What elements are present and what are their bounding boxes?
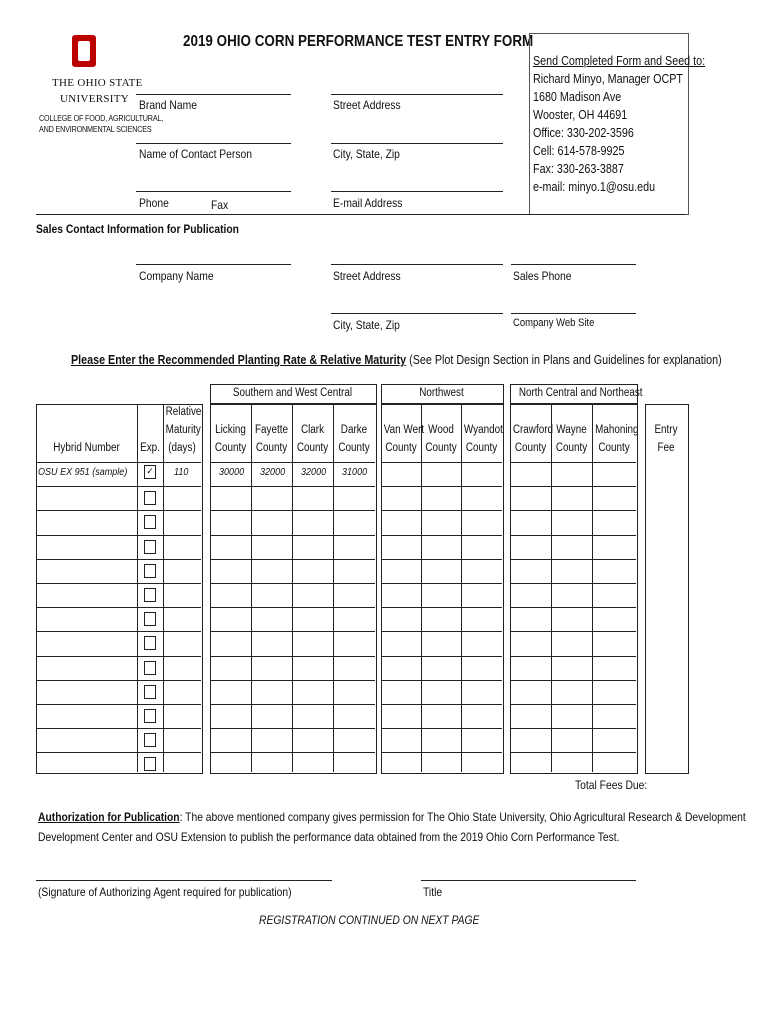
row-divider (381, 680, 502, 681)
col-rm-header: (days) (168, 442, 196, 454)
send-to-heading: Send Completed Form and Seed to: (533, 54, 706, 68)
hybrid-number-input[interactable] (37, 608, 136, 630)
signature-label: (Signature of Authorizing Agent required for publication) (38, 885, 292, 899)
header-divider (210, 462, 375, 463)
hybrid-number-input[interactable] (37, 681, 136, 703)
hybrid-number-input[interactable] (37, 511, 136, 533)
authorization-label: Authorization for Publication (38, 810, 180, 824)
send-to-line: e-mail: minyo.1@osu.edu (533, 180, 656, 194)
experimental-checkbox[interactable] (144, 612, 156, 626)
column-divider (333, 404, 334, 772)
sales-heading: Sales Contact Information for Publication (36, 222, 239, 236)
contact-person-label: Name of Contact Person (139, 147, 253, 161)
sample-rate: 30000 (219, 466, 245, 478)
row-divider (381, 510, 502, 511)
row-divider (210, 510, 375, 511)
row-divider (210, 680, 375, 681)
row-divider (210, 704, 375, 705)
column-divider (461, 404, 462, 772)
website-input[interactable] (511, 313, 636, 314)
county-header: Wayne (556, 424, 587, 436)
county-header-sub: County (465, 442, 498, 454)
block-o-logo-icon (71, 34, 97, 68)
county-header-sub: County (598, 442, 630, 454)
sales-street-label: Street Address (333, 269, 401, 283)
group-label: Northwest (419, 387, 464, 399)
county-header-sub: County (385, 442, 417, 454)
county-header: Clark (300, 424, 325, 436)
row-divider (510, 583, 636, 584)
title-input[interactable] (421, 880, 636, 881)
experimental-checkbox[interactable] (144, 733, 156, 747)
county-header-sub: County (255, 442, 288, 454)
row-divider (510, 728, 636, 729)
authorization-text-1 (38, 810, 746, 824)
county-header: Wyandot (463, 424, 503, 436)
row-divider (381, 704, 502, 705)
col-fee-header: Entry (654, 424, 678, 436)
table-block (510, 404, 638, 774)
row-divider (381, 631, 502, 632)
sales-city-input[interactable] (331, 313, 503, 314)
row-divider (381, 728, 502, 729)
header-divider (36, 462, 201, 463)
row-divider (381, 535, 502, 536)
row-divider (510, 510, 636, 511)
row-divider (510, 559, 636, 560)
instructions-bold: Please Enter the Recommended Planting Rate & Relative Maturity (71, 353, 407, 367)
row-divider (510, 535, 636, 536)
sales-phone-label: Sales Phone (513, 269, 572, 283)
signature-input[interactable] (36, 880, 332, 881)
form-title: 2019 OHIO CORN PERFORMANCE TEST ENTRY FORM (183, 33, 534, 50)
divider (36, 214, 686, 215)
phone-label: Phone (139, 196, 169, 210)
row-divider (510, 704, 636, 705)
row-divider (381, 656, 502, 657)
column-divider (551, 404, 552, 772)
row-divider (210, 607, 375, 608)
sales-city-label: City, State, Zip (333, 318, 400, 332)
county-header: Wood (428, 424, 454, 436)
website-label: Company Web Site (513, 317, 595, 329)
send-to-box (529, 33, 706, 215)
experimental-checkbox[interactable] (144, 661, 156, 675)
row-divider (210, 486, 375, 487)
email-label: E-mail Address (333, 196, 403, 210)
row-divider (510, 752, 636, 753)
email-input[interactable] (331, 191, 503, 192)
county-header: Crawford (512, 424, 553, 436)
experimental-checkbox[interactable] (144, 564, 156, 578)
row-divider (510, 486, 636, 487)
col-rm-header: Relative (165, 406, 202, 418)
column-divider (163, 404, 164, 772)
street-address-input[interactable] (331, 94, 503, 95)
row-divider (210, 656, 375, 657)
county-header-sub: County (338, 442, 370, 454)
row-divider (381, 583, 502, 584)
table-block (381, 404, 504, 774)
authorization-body: : The above mentioned company gives permission for The Ohio State University, Ohio Agricultural Research & Development (179, 810, 746, 824)
col-rm-header: Maturity (165, 424, 201, 436)
county-header-sub: County (555, 442, 588, 454)
hybrid-number-input[interactable] (37, 657, 136, 679)
col-exp-header: Exp. (140, 442, 160, 454)
company-name-label: Company Name (139, 269, 214, 283)
column-divider (592, 404, 593, 772)
row-divider (381, 559, 502, 560)
city-state-zip-label: City, State, Zip (333, 147, 400, 161)
row-divider (381, 486, 502, 487)
street-address-label: Street Address (333, 98, 401, 112)
title-label: Title (423, 885, 443, 899)
county-header-sub: County (425, 442, 457, 454)
experimental-checkbox[interactable] (144, 491, 156, 505)
sample-rm: 110 (174, 466, 189, 478)
company-name-input[interactable] (136, 264, 291, 265)
experimental-checkbox[interactable] (144, 685, 156, 699)
county-header-sub: County (214, 442, 247, 454)
experimental-checkbox[interactable] (144, 588, 156, 602)
row-divider (510, 607, 636, 608)
county-header: Fayette (254, 424, 288, 436)
send-to-line: Cell: 614-578-9925 (533, 144, 625, 158)
row-divider (381, 752, 502, 753)
authorization-text-2: Development Center and OSU Extension to publish the performance data obtained from the 2019 Ohio Corn Performance Test. (38, 830, 620, 844)
footer-note: REGISTRATION CONTINUED ON NEXT PAGE (259, 913, 480, 927)
city-state-zip-input[interactable] (331, 143, 503, 144)
row-divider (210, 535, 375, 536)
college-line1: COLLEGE OF FOOD, AGRICULTURAL, (39, 114, 164, 123)
county-header-sub: County (296, 442, 329, 454)
sample-rate: 32000 (301, 466, 327, 478)
col-hybrid-header: Hybrid Number (53, 442, 120, 454)
row-divider (210, 583, 375, 584)
row-divider (210, 631, 375, 632)
county-header: Van Wert (383, 424, 425, 436)
sample-hybrid: OSU EX 951 (sample) (38, 466, 128, 478)
table-block (210, 404, 377, 774)
phone-fax-input[interactable] (136, 191, 291, 192)
column-divider (292, 404, 293, 772)
row-divider (510, 656, 636, 657)
hybrid-number-input[interactable] (37, 536, 136, 558)
send-to-line: Fax: 330-263-3887 (533, 162, 624, 176)
group-label: North Central and Northeast (518, 387, 643, 399)
brand-name-label: Brand Name (139, 98, 197, 112)
total-fees-label: Total Fees Due: (575, 778, 648, 792)
county-header-sub: County (514, 442, 547, 454)
sample-exp-checkbox: ✓ (144, 465, 156, 479)
hybrid-number-input[interactable] (37, 487, 136, 509)
hybrid-number-input[interactable] (37, 584, 136, 606)
row-divider (510, 680, 636, 681)
university-name-line1: THE OHIO STATE (52, 77, 143, 89)
instructions (71, 353, 722, 367)
hybrid-number-input[interactable] (37, 753, 136, 775)
brand-name-input[interactable] (136, 94, 291, 95)
send-to-line: Office: 330-202-3596 (533, 126, 634, 140)
sample-rate: 31000 (342, 466, 368, 478)
row-divider (210, 752, 375, 753)
hybrid-number-input[interactable] (37, 729, 136, 751)
sample-rate: 32000 (260, 466, 286, 478)
fax-label: Fax (211, 198, 229, 212)
experimental-checkbox[interactable] (144, 636, 156, 650)
send-to-line: Wooster, OH 44691 (533, 108, 628, 122)
col-fee-header: Fee (657, 442, 675, 454)
university-name-line2: UNIVERSITY (60, 93, 129, 105)
contact-person-input[interactable] (136, 143, 291, 144)
header-divider (381, 462, 502, 463)
header-divider (510, 462, 636, 463)
row-divider (210, 559, 375, 560)
experimental-checkbox[interactable] (144, 540, 156, 554)
hybrid-number-input[interactable] (37, 632, 136, 654)
hybrid-number-input[interactable] (37, 560, 136, 582)
row-divider (381, 607, 502, 608)
experimental-checkbox[interactable] (144, 709, 156, 723)
county-header: Licking (215, 424, 246, 436)
instructions-normal: (See Plot Design Section in Plans and Guidelines for explanation) (406, 353, 722, 367)
sales-street-input[interactable] (331, 264, 503, 265)
column-divider (251, 404, 252, 772)
county-header: Mahoning (595, 424, 639, 436)
send-to-line: 1680 Madison Ave (533, 90, 622, 104)
county-header: Darke (340, 424, 368, 436)
row-divider (210, 728, 375, 729)
table-block (645, 404, 689, 774)
group-label: Southern and West Central (232, 387, 353, 399)
hybrid-number-input[interactable] (37, 705, 136, 727)
send-to-line: Richard Minyo, Manager OCPT (533, 72, 683, 86)
college-line2: AND ENVIRONMENTAL SCIENCES (39, 125, 152, 134)
sales-phone-input[interactable] (511, 264, 636, 265)
column-divider (421, 404, 422, 772)
experimental-checkbox[interactable] (144, 757, 156, 771)
experimental-checkbox[interactable] (144, 515, 156, 529)
row-divider (510, 631, 636, 632)
column-divider (137, 404, 138, 772)
